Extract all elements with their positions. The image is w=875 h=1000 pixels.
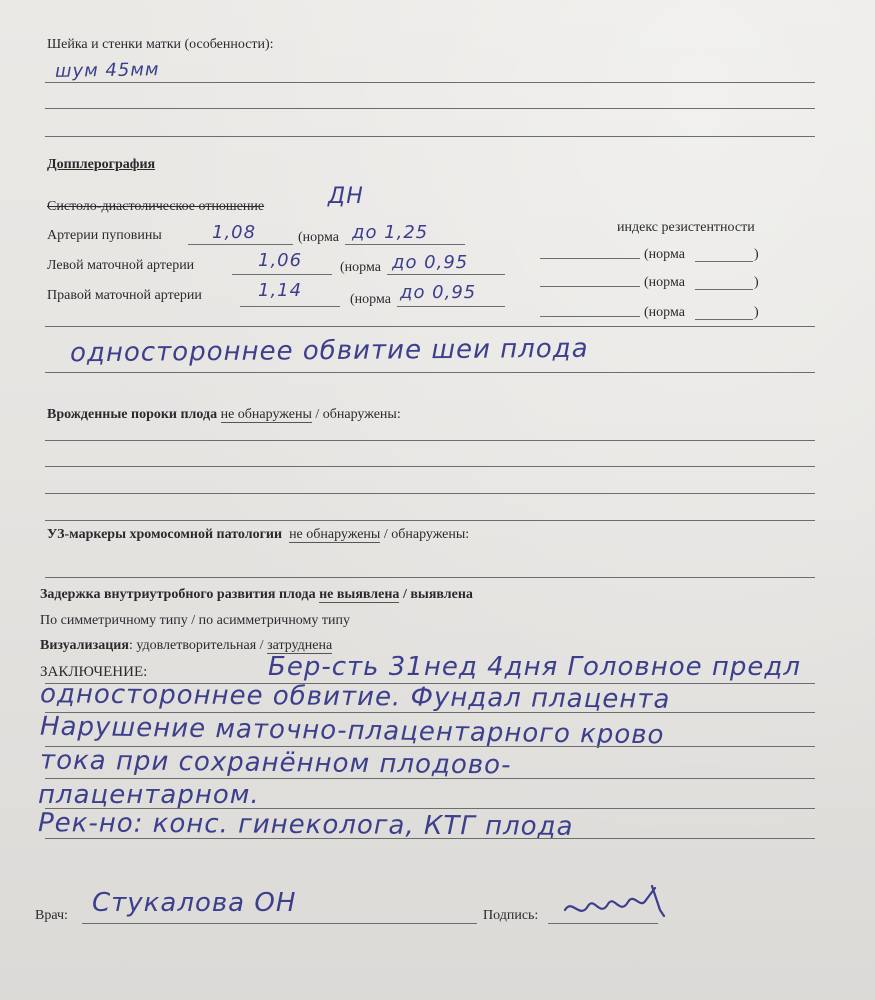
rule-line bbox=[540, 258, 640, 259]
ri-norma-label: (норма bbox=[644, 247, 685, 262]
growth-row bbox=[40, 587, 473, 603]
markers-label: УЗ-маркеры хромосомной патологии bbox=[47, 527, 283, 542]
left-uterine-norma-label: (норма bbox=[340, 260, 381, 275]
rule-line bbox=[82, 923, 477, 924]
right-uterine-artery-label: Правой маточной артерии bbox=[47, 288, 202, 303]
markers-option-none: не обнаружены bbox=[289, 527, 381, 542]
right-uterine-norma-value: до 0,95 bbox=[400, 282, 477, 303]
visualization-option-difficult: затруднена bbox=[267, 638, 333, 653]
conclusion-line-1: Бер-сть 31нед 4дня Головное предл bbox=[268, 652, 801, 682]
rule-line bbox=[397, 306, 505, 307]
rule-line bbox=[45, 493, 815, 494]
sd-ratio-handwritten: ДН bbox=[328, 184, 364, 209]
doppler-note-handwritten: одностороннее обвитие шеи плода bbox=[69, 333, 589, 369]
malformations-option-found: обнаружены: bbox=[322, 407, 401, 422]
ri-label: индекс резистентности bbox=[617, 220, 755, 235]
ri-norma-close: ) bbox=[754, 247, 759, 262]
growth-type-line: По симметричному типу / по асимметричному типу bbox=[40, 613, 351, 628]
ri-norma-close: ) bbox=[754, 305, 759, 320]
umbilical-artery-label: Артерии пуповины bbox=[47, 228, 162, 243]
rule-line bbox=[387, 274, 505, 275]
doppler-heading: Допплерография bbox=[47, 157, 156, 172]
option-separator: / bbox=[383, 527, 388, 542]
conclusion-line-4: тока при сохранённом плодово- bbox=[39, 745, 512, 781]
left-uterine-artery-value: 1,06 bbox=[258, 250, 303, 271]
rule-line bbox=[695, 261, 753, 262]
conclusion-line-2: одностороннее обвитие. Фундал плацента bbox=[39, 679, 671, 715]
conclusion-line-6: Рек-но: конс. гинеколога, КТГ плода bbox=[37, 808, 574, 842]
rule-line bbox=[695, 319, 753, 320]
rule-line bbox=[345, 244, 465, 245]
rule-line bbox=[45, 108, 815, 109]
rule-line bbox=[45, 838, 815, 839]
ri-norma-label: (норма bbox=[644, 305, 685, 320]
rule-line bbox=[45, 326, 815, 327]
umbilical-norma-value: до 1,25 bbox=[352, 222, 429, 243]
rule-line bbox=[695, 289, 753, 290]
rule-line bbox=[188, 244, 293, 245]
right-uterine-artery-value: 1,14 bbox=[258, 280, 303, 301]
rule-line bbox=[45, 778, 815, 779]
rule-line bbox=[240, 306, 340, 307]
left-uterine-norma-value: до 0,95 bbox=[392, 252, 469, 273]
doctor-label: Врач: bbox=[35, 908, 68, 923]
conclusion-line-3: Нарушение маточно-плацентарного крово bbox=[39, 711, 665, 751]
growth-label: Задержка внутриутробного развития плода bbox=[40, 587, 316, 602]
rule-line bbox=[45, 136, 815, 137]
signature-label: Подпись: bbox=[483, 908, 539, 923]
markers-option-found: обнаружены: bbox=[391, 527, 470, 542]
rule-line bbox=[232, 274, 332, 275]
rule-line bbox=[540, 316, 640, 317]
signature-scribble bbox=[560, 880, 670, 925]
rule-line bbox=[45, 440, 815, 441]
ri-norma-label: (норма bbox=[644, 275, 685, 290]
rule-line bbox=[45, 577, 815, 578]
rule-line bbox=[45, 520, 815, 521]
malformations-label: Врожденные пороки плода bbox=[47, 407, 218, 422]
growth-option-none: не выявлена bbox=[319, 587, 400, 602]
rule-line bbox=[540, 286, 640, 287]
option-separator: / bbox=[402, 587, 407, 602]
malformations-row bbox=[47, 407, 401, 423]
sd-ratio-label: Систоло-диастолическое отношение bbox=[47, 199, 265, 214]
markers-row bbox=[47, 527, 469, 543]
malformations-option-none: не обнаружены bbox=[220, 407, 312, 422]
option-separator: / bbox=[315, 407, 320, 422]
doctor-name-handwritten: Стукалова ОН bbox=[92, 888, 297, 918]
left-uterine-artery-label: Левой маточной артерии bbox=[47, 258, 195, 273]
option-separator: / bbox=[259, 638, 264, 653]
growth-option-found: выявлена bbox=[410, 587, 473, 602]
visualization-option-ok: удовлетворительная bbox=[136, 638, 257, 653]
rule-line bbox=[45, 82, 815, 83]
visualization-label: Визуализация bbox=[40, 638, 129, 653]
rule-line bbox=[45, 466, 815, 467]
cervix-handwritten: шум 45мм bbox=[54, 59, 160, 82]
rule-line bbox=[45, 372, 815, 373]
conclusion-line-5: плацентарном. bbox=[38, 780, 260, 810]
umbilical-artery-value: 1,08 bbox=[212, 222, 257, 243]
visualization-colon: : bbox=[128, 638, 133, 653]
umbilical-norma-label: (норма bbox=[298, 230, 339, 245]
cervix-label: Шейка и стенки матки (особенности): bbox=[47, 37, 274, 52]
right-uterine-norma-label: (норма bbox=[350, 292, 391, 307]
ri-norma-close: ) bbox=[754, 275, 759, 290]
conclusion-label: ЗАКЛЮЧЕНИЕ: bbox=[40, 664, 148, 680]
